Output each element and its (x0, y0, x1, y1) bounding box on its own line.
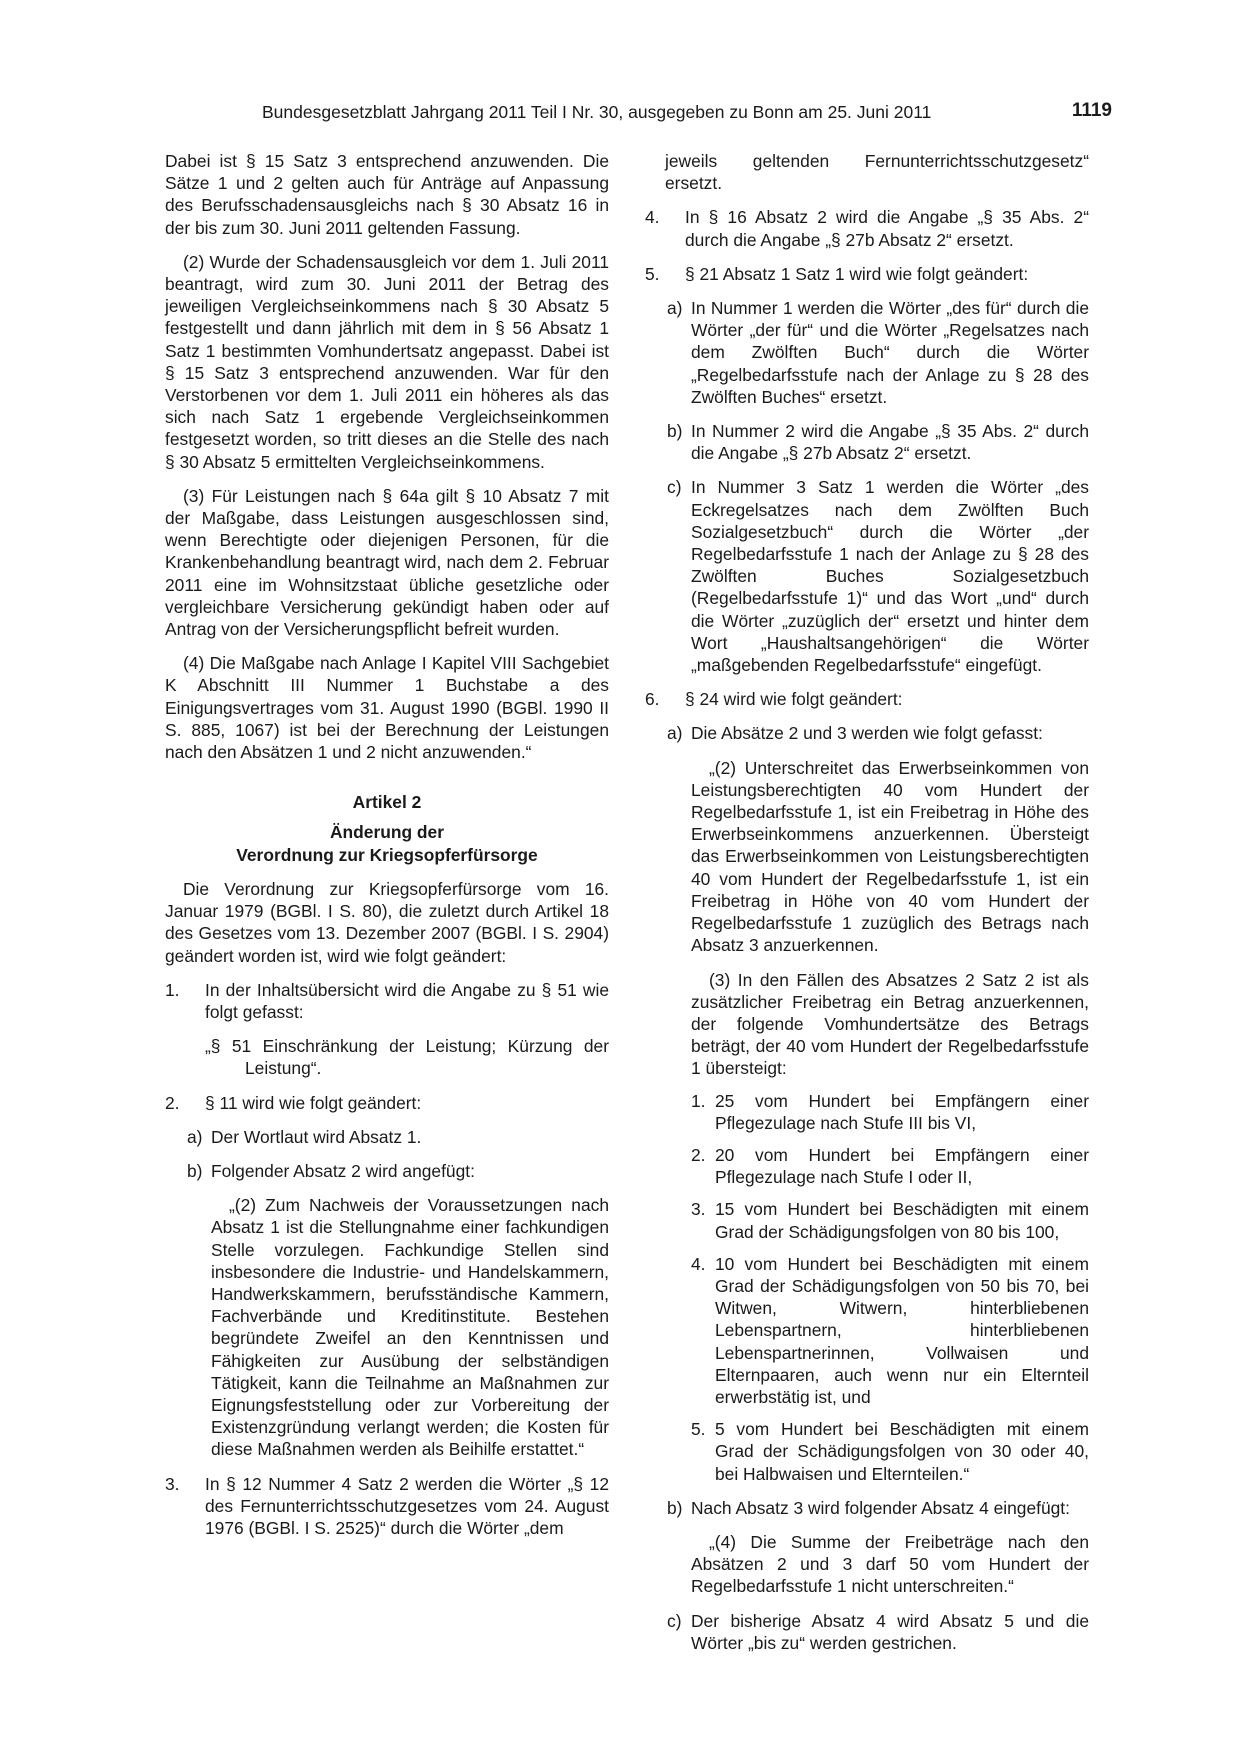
sub-item (667, 1610, 1089, 1654)
item-letter: a) (667, 298, 683, 319)
item-text: 15 vom Hundert bei Beschädigten mit einem Grad der Schädigungsfolgen von 80 bis 100, (715, 1199, 1089, 1242)
sub-item (667, 476, 1089, 676)
item-text: § 11 wird wie folgt geändert: (205, 1092, 422, 1113)
item-text: In Nummer 1 werden die Wörter „des für“ durch die Wörter „der für“ und die Wörter „Regelsatzes nach dem Zwölften Buch“ durch die Wörter „Regelbedarfsstufe nach der Anlage zu § 28 des Zwölften Buches“ ersetzt. (691, 298, 1089, 407)
quote: (3) In den Fällen des Absatzes 2 Satz 2 ist als zusätzlicher Freibetrag ein Betrag anzuerkennen, der folgende Vomhundertsätze des Betrags beträgt, der 40 vom Hundert der Regelbedarfsstufe 1 übersteigt: (691, 969, 1089, 1079)
paragraph: (4) Die Maßgabe nach Anlage I Kapitel VIII Sachgebiet K Abschnitt III Nummer 1 Buchstabe a des Einigungsvertrages vom 31. August 1990 (BGBl. 1990 II S. 885, 1067) ist bei der Berechnung der Leistungen nach den Absätzen 1 und 2 nicht anzuwenden.“ (165, 653, 609, 763)
intro-paragraph: Die Verordnung zur Kriegsopferfürsorge vom 16. Januar 1979 (BGBl. I S. 80), die zuletzt durch Artikel 18 des Gesetzes vom 13. Dezember 2007 (BGBl. I S. 2904) geändert worden ist, wird wie folgt geändert: (165, 878, 609, 966)
item-text-continued: jeweils geltenden Fernunterrichtsschutzgesetz“ ersetzt. (665, 151, 1089, 194)
item-text: In der Inhaltsübersicht wird die Angabe zu § 51 wie folgt gefasst: (205, 979, 609, 1022)
item-text: § 21 Absatz 1 Satz 1 wird wie folgt geändert: (685, 263, 1029, 284)
item-number: 2. (165, 1092, 180, 1113)
quote: „§ 51 Einschränkung der Leistung; Kürzung der Leistung“. (205, 1036, 609, 1079)
item-number: 1. (165, 979, 180, 1000)
list-item (691, 1253, 1089, 1408)
article-subtitle: Verordnung zur Kriegsopferfürsorge (236, 844, 538, 865)
list-item (691, 1198, 1089, 1242)
item-text: In § 12 Nummer 4 Satz 2 werden die Wörter „§ 12 des Fernunterrichtsschutzgesetzes vom 24. August 1976 (BGBl. I S. 2525)“ durch die Wörter „dem (205, 1473, 609, 1538)
page-number: 1119 (1071, 100, 1112, 121)
list-item (165, 979, 609, 1023)
item-number: 2. (691, 1144, 706, 1165)
list-item (691, 1144, 1089, 1188)
item-letter: a) (667, 723, 683, 744)
item-number: 6. (645, 689, 660, 710)
sub-item (667, 420, 1089, 464)
sub-item (667, 297, 1089, 408)
item-text: Nach Absatz 3 wird folgender Absatz 4 eingefügt: (691, 1497, 1070, 1518)
right-column (645, 150, 1089, 1654)
left-column (165, 150, 609, 1539)
sub-item (667, 722, 1089, 744)
header-text: Bundesgesetzblatt Jahrgang 2011 Teil I Nr. 30, ausgegeben zu Bonn am 25. Juni 2011 (262, 102, 932, 122)
paragraph: (3) Für Leistungen nach § 64a gilt § 10 Absatz 7 mit der Maßgabe, dass Leistungen ausgeschlossen sind, wenn Berechtigte oder diejenigen Personen, für die Krankenbehandlung beantragt wird, nach dem 2. Februar 2011 eine im Wohnsitzstaat übliche gesetzliche oder vergleichbare Versicherung gekündigt haben oder auf Antrag von der Versicherungspflicht befreit wurden. (165, 485, 609, 640)
item-text: In § 16 Absatz 2 wird die Angabe „§ 35 Abs. 2“ durch die Angabe „§ 27b Absatz 2“ ersetzt. (685, 207, 1089, 250)
list-item (645, 688, 1089, 710)
list-item (165, 1092, 609, 1114)
item-number: 4. (645, 207, 660, 228)
item-text: 25 vom Hundert bei Empfängern einer Pflegezulage nach Stufe III bis VI, (715, 1090, 1089, 1133)
item-text: In Nummer 2 wird die Angabe „§ 35 Abs. 2“ durch die Angabe „§ 27b Absatz 2“ ersetzt. (691, 421, 1089, 464)
list-item (165, 1473, 609, 1540)
item-text: Der bisherige Absatz 4 wird Absatz 5 und die Wörter „bis zu“ werden gestrichen. (691, 1610, 1089, 1653)
item-number: 5. (645, 263, 660, 284)
item-text: Die Absätze 2 und 3 werden wie folgt gefasst: (691, 723, 1043, 744)
sub-item (187, 1126, 609, 1148)
page-header (262, 100, 1112, 126)
quote: „(4) Die Summe der Freibeträge nach den Absätzen 2 und 3 darf 50 vom Hundert der Regelbedarfsstufe 1 nicht unterschreiten.“ (691, 1531, 1089, 1597)
list-item (691, 1418, 1089, 1485)
item-text: 10 vom Hundert bei Beschädigten mit einem Grad der Schädigungsfolgen von 50 bis 70, bei Witwen, Witwern, hinterbliebenen Lebenspartnern, hinterbliebenen Lebenspartnerinnen, Vollwaisen und Elternpaaren, auch wenn nur ein Elternteil erwerbstätig ist, und (715, 1253, 1089, 1407)
item-number: 1. (691, 1090, 706, 1111)
item-letter: b) (667, 1497, 683, 1518)
list-item (645, 263, 1089, 285)
item-number: 4. (691, 1253, 706, 1274)
item-letter: b) (187, 1160, 203, 1181)
article-subtitle: Änderung der (329, 822, 444, 843)
item-text: Folgender Absatz 2 wird angefügt: (211, 1160, 475, 1181)
sub-item (187, 1160, 609, 1182)
sub-item (667, 1497, 1089, 1519)
paragraph: (2) Wurde der Schadensausgleich vor dem 1. Juli 2011 beantragt, wird zum 30. Juni 2011 der Betrag des jeweiligen Vergleichseinkommens nach § 30 Absatz 5 festgestellt und dann jährlich mit dem in § 56 Absatz 1 Satz 1 bestimmten Vomhundertsatz angepasst. Dabei ist § 15 Satz 3 entsprechend anzuwenden. War für den Verstorbenen vor dem 1. Juli 2011 ein höheres als das sich nach Satz 1 ergebende Vergleichseinkommen festgesetzt worden, so tritt dieses an die Stelle des nach § 30 Absatz 5 ermittelten Vergleichseinkommens. (165, 251, 609, 472)
item-letter: a) (187, 1126, 203, 1147)
paragraph: Dabei ist § 15 Satz 3 entsprechend anzuwenden. Die Sätze 1 und 2 gelten auch für Anträge auf Anpassung des Berufsschadensausgleichs nach § 30 Absatz 16 in der bis zum 30. Juni 2011 geltenden Fassung. (165, 151, 609, 238)
item-letter: c) (667, 1610, 682, 1631)
quote: „(2) Unterschreitet das Erwerbseinkommen von Leistungsberechtigten 40 vom Hundert der Regelbedarfsstufe 1, ist ein Freibetrag in Höhe des Erwerbseinkommens anzuerkennen. Übersteigt das Erwerbseinkommen von Leistungsberechtigten 40 vom Hundert der Regelbedarfsstufe 1, ist ein Freibetrag in Höhe von 40 vom Hundert der Regelbedarfsstufe 1 zuzüglich des Betrags nach Absatz 3 anzuerkennen. (691, 757, 1089, 956)
item-number: 3. (691, 1199, 706, 1220)
item-number: 3. (165, 1473, 180, 1494)
item-text: 20 vom Hundert bei Empfängern einer Pflegezulage nach Stufe I oder II, (715, 1144, 1089, 1188)
list-item (691, 1090, 1089, 1134)
item-number: 5. (691, 1419, 706, 1440)
list-item (645, 206, 1089, 250)
item-text: 5 vom Hundert bei Beschädigten mit einem Grad der Schädigungsfolgen von 30 oder 40, bei Halbwaisen und Elternteilen.“ (715, 1419, 1089, 1484)
item-text: In Nummer 3 Satz 1 werden die Wörter „des Eckregelsatzes nach dem Zwölften Buch Sozialgesetzbuch“ durch die Wörter „der Regelbedarfsstufe 1 nach der Anlage zu § 28 des Zwölften Buches Sozialgesetzbuch (Regelbedarfsstufe 1)“ und das Wort „und“ durch die Wörter „zuzüglich der“ ersetzt und hinter dem Wort „Haushaltsangehörigen“ die Wörter „maßgebenden Regelbedarfsstufe“ eingefügt. (691, 477, 1089, 676)
item-text: Der Wortlaut wird Absatz 1. (211, 1126, 422, 1147)
article-title: Artikel 2 (352, 792, 422, 813)
item-letter: c) (667, 477, 682, 498)
item-text: § 24 wird wie folgt geändert: (685, 689, 903, 710)
item-letter: b) (667, 421, 683, 442)
quote: „(2) Zum Nachweis der Voraussetzungen nach Absatz 1 ist die Stellungnahme einer fachkundigen Stelle vorzulegen. Fachkundige Stellen sind insbesondere die Industrie- und Handelskammern, Handwerkskammern, berufsständische Kammern, Fachverbände und Kreditinstitute. Bestehen begründete Zweifel an den Kenntnissen und Fähigkeiten zur Ausübung der selbständigen Tätigkeit, kann die Teilnahme an Maßnahmen zur Eignungsfeststellung oder zur Vorbereitung der Existenzgründung verlangt werden; die Kosten für diese Maßnahmen werden als Beihilfe erstattet.“ (211, 1195, 609, 1460)
